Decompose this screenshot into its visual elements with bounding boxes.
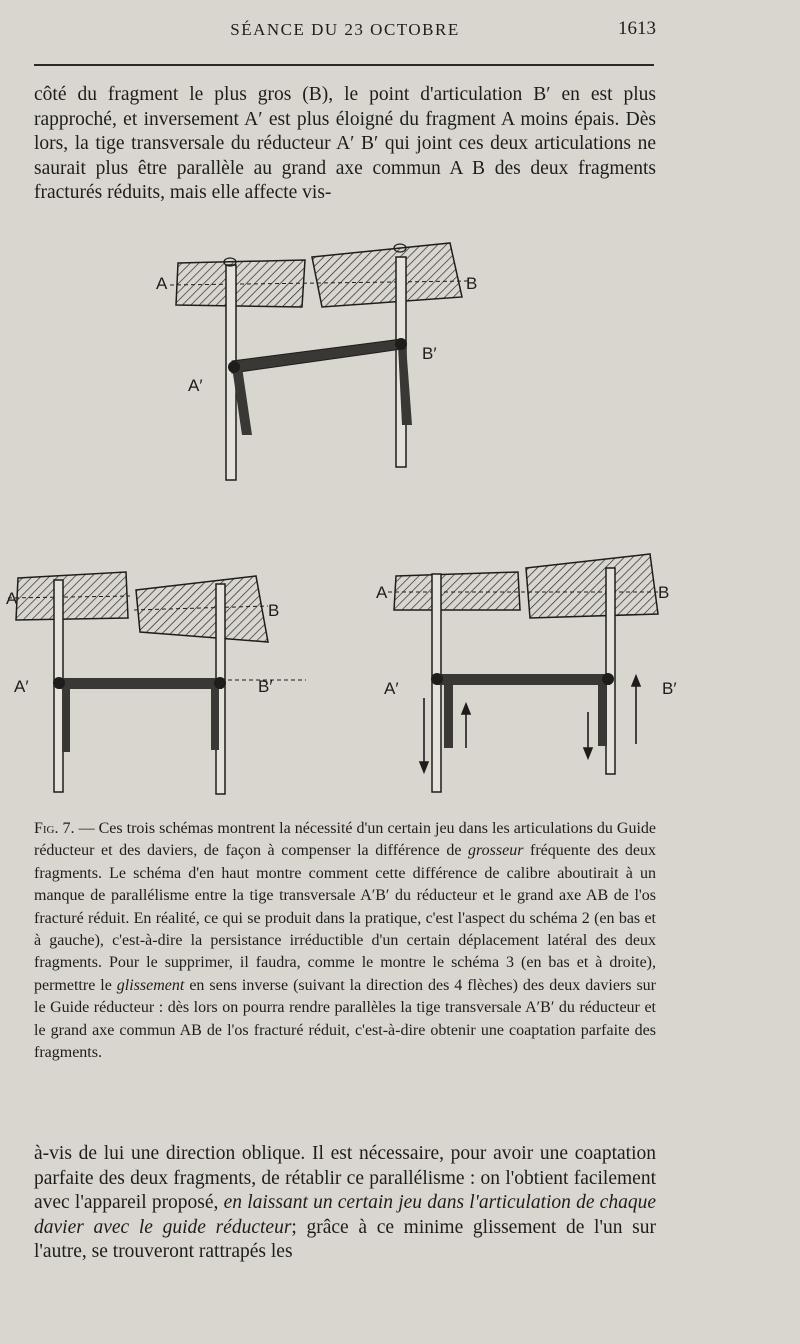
joint-b-prime — [602, 673, 614, 685]
paragraph-italic: en laissant un certain jeu dans l'articulation de chaque davier avec le guide réducteur — [34, 1192, 656, 1238]
joint-a-prime — [53, 677, 65, 689]
label-b-prime: B′ — [258, 677, 273, 696]
caption-text-3: en sens inverse (suivant la direction des 4 flèches) des deux daviers sur le Guide réducteur : dès lors on pourra rendre parallèles la tige transversale A′B′ du réducteur et le grand axe commun AB de l'os fracturé réduit, c'est-à-dire obtenir une coaptation parfaite des fragments. — [34, 976, 657, 1062]
caption-italic-2: glissement — [116, 976, 185, 994]
caption-dash: — — [74, 820, 99, 837]
joint-a-prime — [431, 673, 443, 685]
caption-text-1: Ces trois schémas montrent la nécessité d'un certain jeu dans les articulations du Guide réducteur et des daviers, de façon à compenser la différence de — [34, 820, 657, 860]
caption-italic-1: grosseur — [468, 842, 524, 860]
running-head: SÉANCE DU 23 OCTOBRE — [230, 20, 460, 39]
bone-fragment-a — [394, 572, 520, 610]
label-a: A — [156, 274, 168, 293]
joint-a-prime — [228, 361, 240, 373]
transverse-rod — [232, 339, 402, 373]
figure-schema-1 — [150, 235, 490, 490]
paragraph-text: côté du fragment le plus gros (B), le point d'articulation B′ en est plus rapproché, et inversement A′ est plus éloigné du fragment A moins épais. Dès lors, la tige transversale du réducteur A′ B′ qui joint ces deux articulations ne saurait plus être parallèle au grand axe commun A B des deux fragments fracturés réduits, mais elle affecte vis- — [34, 84, 656, 203]
transverse-rod — [436, 674, 610, 685]
label-b-prime: B′ — [422, 344, 437, 363]
davier-right-rod — [606, 568, 615, 774]
bone-fragment-b — [526, 554, 658, 618]
joint-b-prime — [214, 677, 226, 689]
guide-bar-left — [62, 684, 70, 752]
guide-bar-left — [444, 682, 453, 748]
label-a-prime: A′ — [384, 679, 399, 698]
paragraph-text-2: ; grâce à ce minime glissement de l'un sur l'autre, se trouveront rattrapés les — [34, 1216, 656, 1262]
figure-schema-2 — [6, 560, 306, 800]
figure-caption — [34, 818, 656, 1064]
header-rule — [34, 64, 654, 66]
label-b: B — [466, 274, 478, 293]
label-b-prime: B′ — [662, 679, 677, 698]
joint-b-prime — [395, 338, 407, 350]
caption-text-2: fréquente des deux fragments. Le schéma d'en haut montre comment cette différence de calibre aboutirait à un manque de parallélisme entre la tige transversale A′B′ du réducteur et le grand axe AB de l'os fracturé réduit. En réalité, ce qui se produit dans la pratique, c'est l'aspect du schéma 2 (en bas et à gauche), c'est-à-dire la persistance irréductible d'un certain déplacement latéral des deux fragments. Pour le supprimer, il faudra, comme le montre le schéma 3 (en bas et à droite), permettre le — [34, 842, 657, 994]
label-b: B — [268, 601, 280, 620]
paragraph-text-1: à-vis de lui une direction oblique. Il est nécessaire, pour avoir une coaptation parfaite des deux fragments, de rétablir ce parallélisme : on l'obtient facilement avec l'appareil proposé, — [34, 1143, 656, 1213]
figure-schema-3 — [370, 548, 700, 800]
paragraph-text — [34, 1142, 656, 1265]
label-a: A — [6, 589, 18, 608]
guide-bar-right — [598, 678, 607, 746]
arrow-up-left — [462, 704, 470, 748]
label-b: B — [658, 583, 670, 602]
page-number: 1613 — [618, 18, 656, 39]
page-header — [30, 18, 660, 48]
bone-fragment-b — [312, 243, 462, 307]
arrow-up-right — [632, 676, 640, 744]
guide-bar-right — [211, 684, 219, 750]
label-a-prime: A′ — [188, 376, 203, 395]
body-paragraph-top — [34, 83, 656, 206]
bone-fragment-a — [16, 572, 128, 620]
arrow-down-right — [584, 712, 592, 758]
caption-label: Fig. 7. — [34, 820, 75, 837]
transverse-rod — [58, 678, 222, 689]
label-a-prime: A′ — [14, 677, 29, 696]
label-a: A — [376, 583, 388, 602]
arrow-down-left — [420, 698, 428, 772]
body-paragraph-bottom — [34, 1142, 656, 1265]
